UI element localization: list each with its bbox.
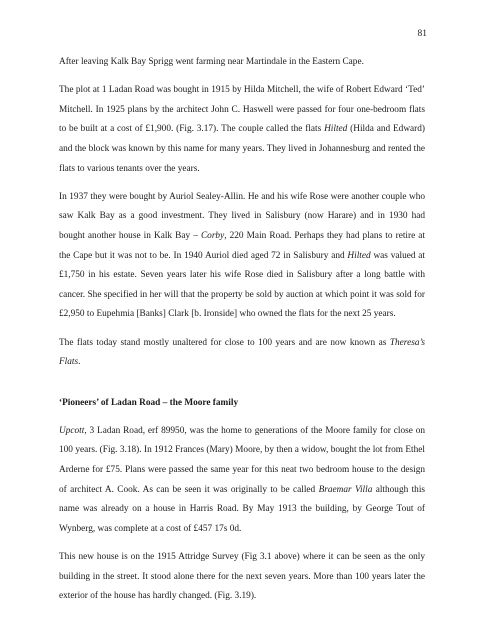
page-body [59, 53, 425, 607]
intro-paragraph: After leaving Kalk Bay Sprigg went farming near Martindale in the Eastern Cape. [59, 57, 364, 67]
hilted-paragraph: The plot at 1 Ladan Road was bought in 1915 by Hilda Mitchell, the wife of Robert Edward ‘Ted’ Mitchell. In 1925 plans by the architect John C. Haswell were passed for four one-bedroom flats to be built at a cost of £1,900. (Fig. 3.17). The couple called the flats Hilted (Hilda and Edward) and the block was known by this name for many years. They lived in Johannesburg and rented the flats to various tenants over the years. [59, 85, 425, 174]
upcott-paragraph: Upcott, 3 Ladan Road, erf 89950, was the home to generations of the Moore family for close on 100 years. (Fig. 3.18). In 1912 Frances (Mary) Moore, by then a widow, bought the lot from Ethel Arderne for £75. Plans were passed the same year for this neat two bedroom house to the design of architect A. Cook. As can be seen it was originally to be called Braemar Villa although this name was already on a house in Harris Road. By May 1913 the building, by George Tout of Wynberg, was complete at a cost of £457 17s 0d. [59, 425, 426, 534]
theresas-flats-paragraph: The flats today stand mostly unaltered for close to 100 years and are now known as Theresa’s Flats. [59, 337, 425, 368]
attridge-survey-paragraph: This new house is on the 1915 Attridge Survey (Fig 3.1 above) where it can be seen as the only building in the street. It stood alone there for the next seven years. More than 100 years later the exterior of the house has hardly changed. (Fig. 3.19). [59, 552, 425, 602]
sealey-allin-paragraph: In 1937 they were bought by Auriol Sealey-Allin. He and his wife Rose were another couple who saw Kalk Bay as a good investment. They lived in Salisbury (now Harare) and in 1930 had bought another house in Kalk Bay – Corby, 220 Main Road. Perhaps they had plans to retire at the Cape but it was not to be. In 1940 Auriol died aged 72 in Salisbury and Hilted was valued at £1,750 in his estate. Seven years later his wife Rose died in Salisbury after a long battle with cancer. She specified in her will that the property be sold by auction at which point it was sold for £2,950 to Eupehmia [Banks] Clark [b. Ironside] who owned the flats for the next 25 years. [59, 191, 426, 320]
page-number: 81 [417, 29, 427, 39]
section-heading: ‘Pioneers’ of Ladan Road – the Moore family [59, 397, 239, 408]
